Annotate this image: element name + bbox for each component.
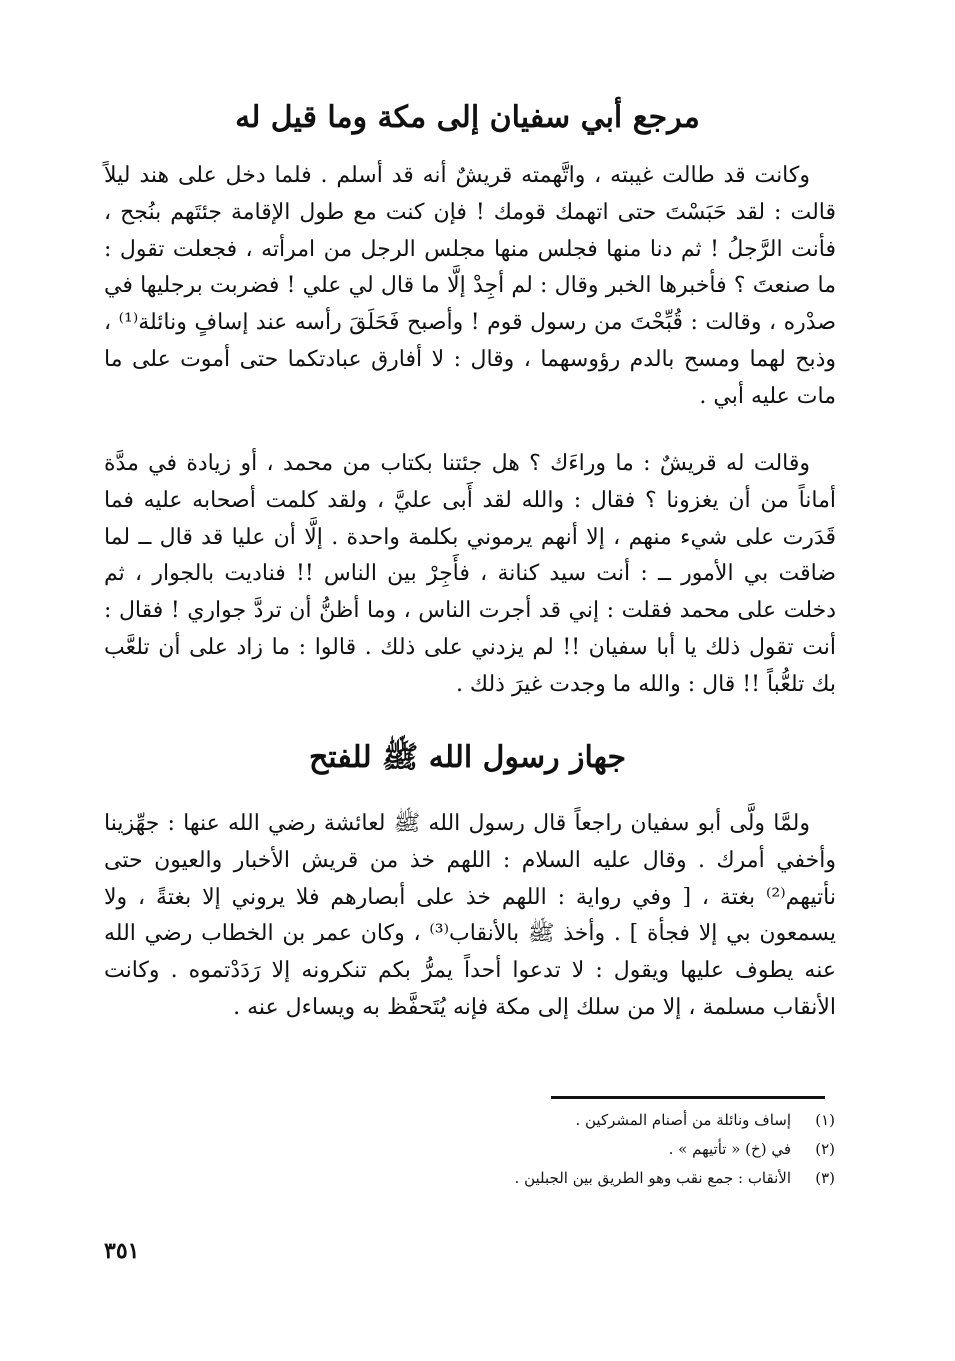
footnote-number: (٣): [815, 1169, 835, 1187]
footnote-number: (١): [815, 1111, 835, 1129]
footnote-item: [300, 1135, 835, 1164]
footnote-item: [300, 1106, 835, 1135]
footnotes-list: [300, 1106, 835, 1193]
footnote-divider: [551, 1096, 825, 1099]
paragraph-quraysh-questioning: وقالت له قريشٌ : ما وراءَك ؟ هل جئتنا بكتاب من محمد ، أو زيادة في مدَّة أماناً من أن يغزونا ؟ فقال : والله لقد أَبى عليَّ ، ولقد كلمت أصحابه عليه فما قَدَرت على شيء منهم ، إلا أنهم يرموني بكلمة واحدة . إلَّا أن عليا قد قال ــ لما ضاقت بي الأمور ــ : أنت سيد كنانة ، فأَجِرْ بين الناس !! فناديت بالجوار ، ثم دخلت على محمد فقلت : إني قد أجرت الناس ، وما أظنُّ أن تردَّ جواري ! فقال : أنت تقول ذلك يا أبا سفيان !! لم يزدني على ذلك . قالوا : ما زاد على أن تلعَّب بك تلعُّباً !! قال : والله ما وجدت غيرَ ذلك .: [104, 451, 837, 697]
footnote-text: الأنقاب : جمع نقب وهو الطريق بين الجبلين .: [514, 1169, 791, 1187]
paragraph-hind-conversation: وكانت قد طالت غيبته ، واتَّهمته قريشٌ أنه قد أسلم . فلما دخل على هند ليلاً قالت : لقد حَبَسْتَ حتى اتهمك قومك ! فإن كنت مع طول الإقامة جئتَهم بنُجح ، فأنت الرَّجلُ ! ثم دنا منها فجلس منها مجلس الرجل من امرأته ، فجعلت تقول : ما صنعتَ ؟ فأخبرها الخبر وقال : لم أجِدْ إلَّا ما قال لي علي ! فضربت برجليها في صدْره ، وقالت : قُبِّحْتَ من رسول قوم ! وأصبح فَحَلَقَ رأسه عند إسافٍ ونائلة⁽¹⁾ ، وذبح لهما ومسح بالدم رؤوسهما ، وقال : لا أفارق عبادتكما حتى أموت على ما مات عليه أبي .: [104, 163, 836, 409]
footnote-text: في (خ) « تأتيهم » .: [668, 1140, 791, 1158]
footnote-text: إساف ونائلة من أصنام المشركين .: [575, 1111, 791, 1129]
section-heading-preparation-for-conquest: جهاز رسول الله ﷺ للفتح: [308, 740, 627, 775]
section-heading-return-of-abu-sufyan: مرجع أبي سفيان إلى مكة وما قيل له: [235, 100, 700, 135]
page-number: ٣٥١: [104, 1238, 140, 1264]
footnote-item: [300, 1164, 835, 1193]
paragraph-preparation: ولمَّا ولَّى أبو سفيان راجعاً قال رسول الله ﷺ لعائشة رضي الله عنها : جهِّزينا وأخفي أمرك . وقال عليه السلام : اللهم خذ من قريش الأخبار والعيون حتى نأتيهم⁽²⁾ بغتة ، [ وفي رواية : اللهم خذ على أبصارهم فلا يروني إلا بغتةً ، ولا يسمعون بي إلا فجأة ] . وأخذ ﷺ بالأنقاب⁽³⁾ ، وكان عمر بن الخطاب رضي الله عنه يطوف عليها ويقول : لا تدعوا أحداً يمرُّ بكم تنكرونه إلا رَدَدْتموه . وكانت الأنقاب مسلمة ، إلا من سلك إلى مكة فإنه يُتَحفَّظ به ويساءل عنه .: [104, 811, 837, 1020]
footnote-number: (٢): [815, 1140, 835, 1158]
